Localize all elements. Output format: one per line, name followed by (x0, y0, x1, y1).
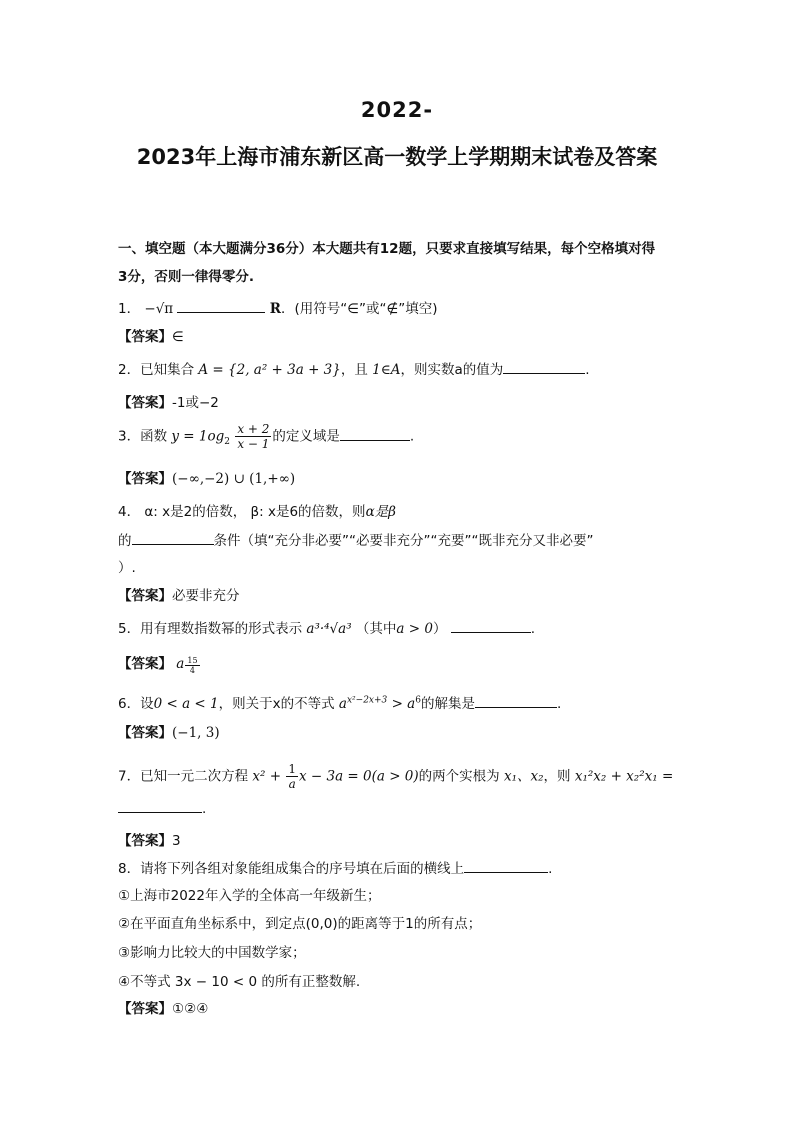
question-end: . (556, 696, 562, 712)
inequality-rhs: > a (391, 696, 416, 712)
answer-label: 【答案】 (118, 833, 172, 849)
log-base: 2 (224, 437, 231, 448)
math-expression: a³·⁴√a³ (306, 621, 352, 637)
math-roots: x₁、x₂ (503, 768, 544, 785)
inequality-rhs-exponent: 6 (415, 695, 421, 706)
answer-label: 【答案】 (118, 329, 172, 345)
answer-label: 【答案】 (118, 588, 172, 604)
answer-2 (118, 391, 219, 411)
answer-base: a (176, 656, 185, 672)
answer-value: ∈ (172, 329, 184, 345)
question-4-cont (118, 529, 593, 549)
answer-value: (−1, 3) (172, 725, 220, 741)
question-end: . (548, 861, 553, 877)
answer-label: 【答案】 (118, 725, 172, 741)
answer-value: 3 (172, 833, 181, 849)
question-text: ，且 (340, 362, 368, 378)
answer-6 (118, 721, 220, 741)
question-number: 1． (118, 301, 141, 317)
alpha-definition: α: x是2的倍数， (144, 504, 247, 520)
question-7-cont (118, 800, 206, 817)
section-heading-cont: 3分，否则一律得零分. (118, 269, 255, 285)
math-expression: −√π (144, 301, 174, 317)
question-2 (118, 358, 590, 378)
question-text: 设 (140, 696, 154, 712)
question-text: 的两个实根为 (418, 768, 500, 785)
fraction-denominator: a (288, 777, 296, 791)
question-number: 7． (118, 768, 141, 785)
answer-5 (118, 652, 201, 675)
question-text: 函数 (140, 428, 168, 445)
math-fraction (235, 422, 271, 451)
answer-value: ①②④ (172, 1001, 209, 1017)
answer-blank (475, 695, 557, 708)
answer-8 (118, 997, 208, 1017)
question-text: 用有理数指数幂的形式表示 (140, 621, 303, 637)
question-text: 已知集合 (140, 362, 195, 378)
fraction-denominator: x − 1 (237, 437, 270, 451)
fraction-numerator: 1 (288, 762, 296, 776)
question-number: 3． (118, 428, 141, 445)
question-text: ） (432, 621, 447, 637)
list-item: ②在平面直角坐标系中，到定点(0,0)的距离等于1的所有点； (118, 916, 482, 932)
question-text: ，则关于x的不等式 (218, 696, 335, 712)
list-item: ④不等式 3x − 10 < 0 的所有正整数解. (118, 974, 361, 990)
list-item: ③影响力比较大的中国数学家； (118, 945, 306, 961)
equation-part: x² + (252, 768, 282, 785)
math-expression: x₁²x₂ + x₂²x₁ = (574, 768, 674, 785)
question-end: . (530, 621, 536, 637)
title-line-2: 2023年上海市浦东新区高一数学上学期期末试卷及答案 (136, 145, 658, 169)
answer-1 (118, 325, 184, 345)
math-relation: α是β (365, 504, 396, 520)
answer-blank (132, 532, 214, 545)
answer-label: 【答案】 (118, 1001, 172, 1017)
math-condition: a > 0 (396, 621, 433, 637)
question-4-end: ）. (118, 560, 136, 576)
answer-value: 必要非充分 (172, 588, 240, 604)
answer-blank (451, 620, 531, 633)
answer-blank (177, 300, 265, 313)
answer-7 (118, 829, 181, 849)
answer-value: (−∞,−2) ∪ (1,+∞) (172, 471, 296, 487)
question-text: ，则 (543, 768, 571, 785)
answer-label: 【答案】 (118, 395, 172, 411)
answer-blank (464, 860, 548, 873)
answer-label: 【答案】 (118, 656, 172, 672)
question-4 (118, 500, 396, 520)
question-number: 2． (118, 362, 141, 378)
question-text: ，则实数a的值为 (400, 362, 504, 378)
fraction-numerator: x + 2 (237, 422, 270, 436)
answer-4 (118, 584, 240, 604)
title-line-1: 2022- (360, 98, 434, 122)
section-heading: 一、填空题（本大题满分36分）本大题共有12题，只要求直接填写结果，每个空格填对得 (118, 241, 656, 257)
question-7 (118, 762, 673, 791)
answer-blank (118, 800, 202, 813)
question-3 (118, 422, 414, 451)
answer-blank (503, 361, 585, 374)
question-6 (118, 692, 561, 712)
question-end: . (585, 362, 590, 378)
question-text: 条件（填“充分非必要”“必要非充分”“充要”“既非充分又非必要” (213, 533, 594, 549)
math-condition: 0 < a < 1 (153, 696, 219, 712)
question-text: 的 (118, 533, 132, 549)
question-text: 请将下列各组对象能组成集合的序号填在后面的横线上 (140, 861, 465, 877)
math-function: y = 1og (171, 428, 225, 445)
question-1 (118, 297, 438, 317)
question-8 (118, 857, 552, 877)
question-number: 5． (118, 621, 141, 637)
answer-3 (118, 467, 295, 487)
question-text: 的解集是 (420, 696, 475, 712)
question-5 (118, 617, 535, 637)
exponent-numerator: 15 (187, 655, 198, 665)
math-condition: 1∈A (372, 362, 401, 378)
question-text: ．(用符号“∈”或“∉”填空) (281, 301, 438, 317)
question-text: 已知一元二次方程 (140, 768, 249, 785)
equation-part: x − 3a = 0(a > 0) (298, 768, 419, 785)
inequality-exponent: x²−2x+3 (346, 695, 388, 706)
question-number: 8． (118, 861, 141, 877)
answer-exponent (185, 656, 199, 675)
exponent-denominator: 4 (189, 665, 195, 675)
math-fraction (286, 762, 298, 791)
question-end: . (409, 428, 415, 445)
answer-label: 【答案】 (118, 471, 172, 487)
answer-blank (340, 428, 410, 441)
beta-definition: β: x是6的倍数，则 (250, 504, 366, 520)
question-number: 6． (118, 696, 141, 712)
question-end: . (202, 801, 207, 817)
math-set: R (269, 301, 282, 317)
math-set: A = {2, a² + 3a + 3} (198, 362, 341, 378)
question-text: 的定义域是 (272, 428, 340, 445)
inequality-base: a (338, 696, 347, 712)
answer-value: -1或−2 (172, 395, 219, 411)
question-text: （其中 (355, 621, 397, 637)
list-item: ①上海市2022年入学的全体高一年级新生； (118, 888, 381, 904)
question-number: 4． (118, 504, 141, 520)
